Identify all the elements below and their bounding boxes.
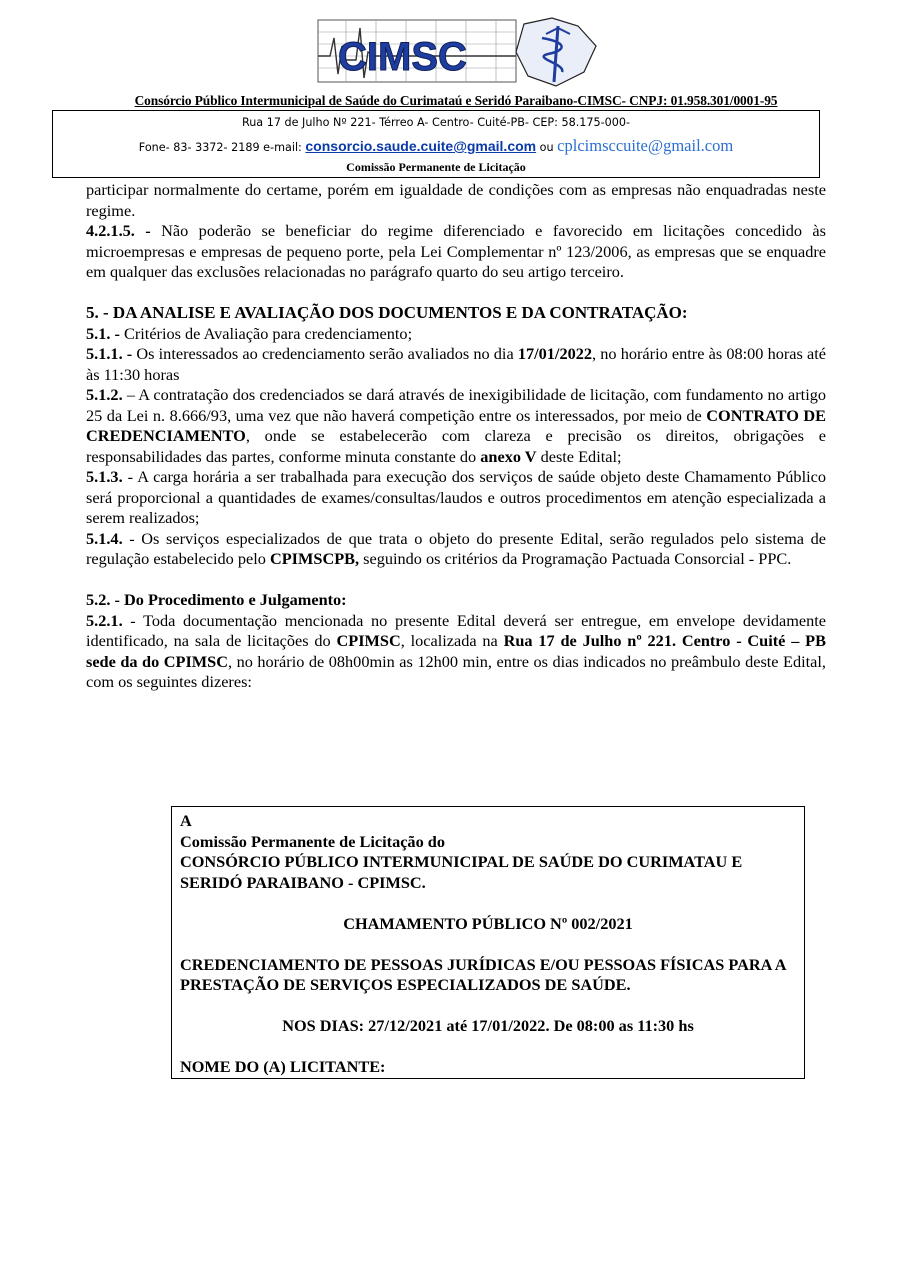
section-5-title: 5. - DA ANALISE E AVALIAÇÃO DOS DOCUMENTOS E DA CONTRATAÇÃO: <box>86 303 688 322</box>
clause-text: - Toda documentação mencionada no presente Edital deverá ser entregue, em envelope devidamente identificado, na sala de licitações do <box>86 610 826 650</box>
email-or: ou <box>536 141 558 154</box>
clause-text: Critérios de Avaliação para credenciamento; <box>119 323 413 343</box>
envelope-bidder-name: NOME DO (A) LICITANTE: <box>180 1057 386 1076</box>
document-body <box>86 180 826 693</box>
clause-text: Não poderão se beneficiar do regime diferenciado e favorecido em licitações concedido às microempresas e empresas de pequeno porte, pela Lei Complementar nº 123/2006, as empresas que se enquadre em qualquer das exclusões relacionadas no parágrafo quarto do seu artigo terceiro. <box>86 221 826 281</box>
clause-text: - Os serviços especializados de que trata o objeto do presente Edital, serão regulados pelo sistema de regulação estabelecido pelo <box>86 528 826 568</box>
address-line: Rua 17 de Julho Nº 221- Térreo A- Centro- Cuité-PB- CEP: 58.175-000- <box>241 116 631 129</box>
clause-text: , no horário entre às 08:00 horas até às 11:30 horas <box>86 344 827 384</box>
paragraph-5-1 <box>86 324 826 345</box>
paragraph-5-1-3 <box>86 467 826 529</box>
paragraph-5-1-2 <box>86 385 826 467</box>
clause-number: 5.2.1. <box>86 610 123 630</box>
delivery-address: Rua 17 de Julho nº 221. Centro - Cuité – PB sede da do CPIMSC <box>86 631 826 671</box>
envelope-consortium: CONSÓRCIO PÚBLICO INTERMUNICIPAL DE SAÚDE DO CURIMATAU E SERIDÓ PARAIBANO - CPIMSC. <box>180 852 743 892</box>
clause-text: , onde se estabelecerão com clareza e precisão os direitos, obrigações e responsabilidades das partes, conforme minuta constante do <box>86 426 826 466</box>
organization-name: CPIMSC <box>336 631 401 650</box>
annex-reference: anexo V <box>480 446 537 466</box>
section-5-2-title <box>86 590 826 611</box>
envelope-commission: Comissão Permanente de Licitação do <box>180 831 445 851</box>
envelope-addressee: A <box>180 811 192 830</box>
clause-number: 4.2.1.5. - <box>86 221 151 240</box>
clause-number: 5.1.3. <box>86 467 123 486</box>
regulator-name: CPIMSCPB, <box>269 549 360 568</box>
organization-line: Consórcio Público Intermunicipal de Saúde do Curimataú e Seridó Paraibano-CIMSC- CNPJ: 01.958.301/0001-95 <box>134 93 778 108</box>
phone-label: Fone- 83- 3372- 2189 e-mail: <box>138 141 306 154</box>
clause-text: Os interessados ao credenciamento serão avaliados no dia <box>132 344 518 363</box>
clause-number: 5.1.2. <box>86 385 123 404</box>
clause-text: - A carga horária a ser trabalhada para execução dos serviços de saúde objeto deste Chamamento Público será proporcional a quantidades de exames/consultas/laudos e outros procedimentos em atenção especializada a serem realizados; <box>86 467 826 527</box>
contract-type: CONTRATO DE CREDENCIAMENTO <box>86 405 826 445</box>
paragraph-continuation: participar normalmente do certame, porém em igualdade de condições com as empresas não enquadradas neste regime. <box>86 180 826 220</box>
clause-number: 5.1.1. - <box>86 344 133 363</box>
address-box <box>52 110 820 178</box>
envelope-dates: NOS DIAS: 27/12/2021 até 17/01/2022. De 08:00 as 11:30 hs <box>282 1016 694 1035</box>
paragraph-5-1-4 <box>86 529 826 570</box>
cimsc-logo <box>316 16 598 92</box>
envelope-call-number: CHAMAMENTO PÚBLICO Nº 002/2021 <box>343 913 633 933</box>
contact-line <box>53 136 819 156</box>
clause-number: 5.1.4. <box>86 528 123 548</box>
clause-text: seguindo os critérios da Programação Pactuada Consorcial - PPC. <box>359 549 792 568</box>
clause-text: , no horário de 08h00min as 12h00 min, entre os dias indicados no preâmbulo deste Edital, com os seguintes dizeres: <box>86 651 826 691</box>
clause-text: deste Edital; <box>536 446 622 466</box>
logo-text: CIMSC <box>338 35 467 79</box>
clause-text: – A contratação dos credenciados se dará através de inexigibilidade de licitação, com fundamento no artigo 25 da Lei n. 8.666/93, uma vez que não haverá competição entre os interessados, por meio de <box>86 385 826 425</box>
commission-label: Comissão Permanente de Licitação <box>346 160 526 174</box>
paragraph-5-2-1 <box>86 611 826 693</box>
evaluation-date: 17/01/2022 <box>517 344 593 363</box>
paragraph-5-1-1 <box>86 344 826 385</box>
envelope-label-box <box>171 806 805 1079</box>
paragraph-4-2-1-5 <box>86 221 826 283</box>
subsection-title: 5.2. - Do Procedimento e Julgamento: <box>86 590 347 609</box>
clause-number: 5.1. - <box>86 323 120 343</box>
email-primary-link[interactable]: consorcio.saude.cuite@gmail.com <box>305 138 537 154</box>
clause-text: , localizada na <box>400 631 504 650</box>
envelope-object: CREDENCIAMENTO DE PESSOAS JURÍDICAS E/OU PESSOAS FÍSICAS PARA A PRESTAÇÃO DE SERVIÇOS ESPECIALIZADOS DE SAÚDE. <box>180 954 786 994</box>
email-secondary-link[interactable]: cplcimsccuite@gmail.com <box>557 136 734 155</box>
